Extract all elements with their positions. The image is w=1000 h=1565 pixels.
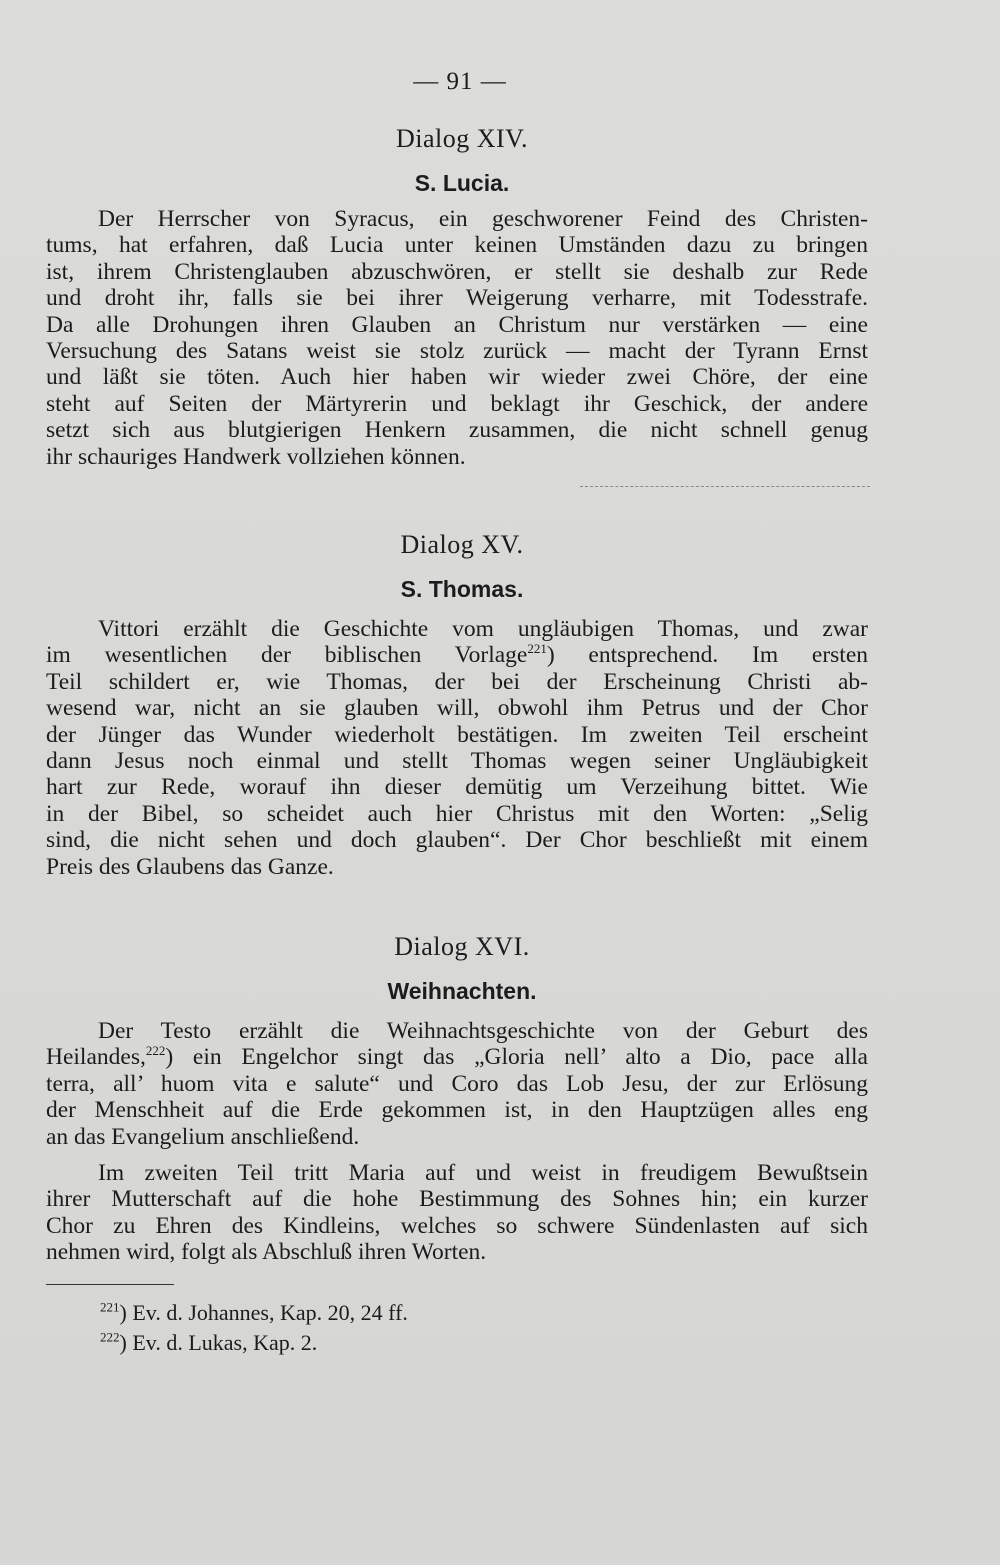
- text-line: Im zweiten Teil tritt Maria auf und weist in freudigem Bewußtsein: [98, 1160, 868, 1186]
- section-subtitle: Weihnachten.: [387, 978, 537, 1004]
- footnote: [100, 1330, 317, 1356]
- text-fragment: im wesentlichen der biblischen Vorlage: [46, 642, 528, 669]
- paragraph: [46, 1018, 868, 1150]
- text-line: Der Herrscher von Syracus, ein geschworener Feind des Christen-: [98, 206, 868, 232]
- text-line: wesend war, nicht an sie glauben will, obwohl ihm Petrus und der Chor: [46, 695, 868, 722]
- text-line: Chor zu Ehren des Kindleins, welches so schwere Sündenlasten auf sich: [46, 1212, 868, 1239]
- section-subtitle: S. Lucia.: [414, 170, 510, 196]
- text-line: terra, all’ huom vita e salute“ und Coro das Lob Jesu, der zur Erlösung: [46, 1070, 868, 1097]
- text-line: hart zur Rede, worauf ihn dieser demütig um Verzeihung bittet. Wie: [46, 774, 868, 801]
- paragraph: [46, 1160, 868, 1266]
- section-heading: Dialog XV.: [400, 530, 524, 559]
- text-line: Da alle Drohungen ihren Glauben an Christum nur verstärken — eine: [46, 311, 868, 338]
- separator-line: [580, 486, 870, 487]
- text-line: steht auf Seiten der Märtyrerin und beklagt ihr Geschick, der andere: [46, 390, 868, 417]
- text-line: und läßt sie töten. Auch hier haben wir wieder zwei Chöre, der eine: [46, 364, 868, 391]
- paragraph: [46, 206, 868, 470]
- footnote-ref: 221: [527, 641, 547, 657]
- footnote: [100, 1300, 408, 1326]
- section-heading: Dialog XIV.: [395, 124, 529, 153]
- text-fragment: ) ein Engelchor singt das „Gloria nell’ alto a Dio, pace alla: [165, 1044, 868, 1071]
- text-fragment: Heilandes,: [46, 1044, 146, 1071]
- text-line: ihrer Mutterschaft auf die hohe Bestimmung des Sohnes hin; ein kurzer: [46, 1186, 868, 1213]
- text-line: setzt sich aus blutgierigen Henkern zusammen, die nicht schnell genug: [46, 417, 868, 444]
- text-line: Vittori erzählt die Geschichte vom ungläubigen Thomas, und zwar: [98, 616, 868, 642]
- text-line: ihr schauriges Handwerk vollziehen können.: [46, 443, 466, 470]
- text-line: [46, 1044, 868, 1070]
- text-line: tums, hat erfahren, daß Lucia unter keinen Umständen dazu zu bringen: [46, 232, 868, 259]
- text-line: der Menschheit auf die Erde gekommen ist, in den Hauptzügen alles eng: [46, 1097, 868, 1124]
- page-number: — 91 —: [413, 68, 507, 95]
- text-line: dann Jesus noch einmal und stellt Thomas wegen seiner Ungläubigkeit: [46, 748, 868, 775]
- text-line: Der Testo erzählt die Weihnachtsgeschichte von der Geburt des: [98, 1018, 868, 1044]
- text-line: der Jünger das Wunder wiederholt bestätigen. Im zweiten Teil erscheint: [46, 721, 868, 748]
- text-line: Teil schildert er, wie Thomas, der bei der Erscheinung Christi ab-: [46, 668, 868, 695]
- text-line: [46, 642, 868, 668]
- section-subtitle: S. Thomas.: [400, 576, 524, 602]
- footnote-number: 221: [100, 1299, 120, 1315]
- footnote-number: 222: [100, 1329, 120, 1345]
- text-fragment: ) entsprechend. Im ersten: [546, 642, 868, 669]
- section-heading: Dialog XVI.: [394, 932, 530, 961]
- text-line: in der Bibel, so scheidet auch hier Christus mit den Worten: „Selig: [46, 800, 868, 827]
- text-line: Preis des Glaubens das Ganze.: [46, 853, 334, 880]
- text-line: Versuchung des Satans weist sie stolz zurück — macht der Tyrann Ernst: [46, 338, 868, 365]
- footnote-rule: [46, 1284, 174, 1285]
- text-line: ist, ihrem Christenglauben abzuschwören, er stellt sie deshalb zur Rede: [46, 258, 868, 285]
- footnote-text: ) Ev. d. Lukas, Kap. 2.: [119, 1330, 318, 1355]
- footnote-ref: 222: [145, 1043, 166, 1059]
- text-line: und droht ihr, falls sie bei ihrer Weigerung verharre, mit Todesstrafe.: [46, 285, 868, 312]
- text-line: sind, die nicht sehen und doch glauben“. Der Chor beschließt mit einem: [46, 827, 868, 854]
- text-line: an das Evangelium anschließend.: [46, 1123, 360, 1150]
- text-line: nehmen wird, folgt als Abschluß ihren Worten.: [46, 1239, 487, 1266]
- paragraph: [46, 616, 868, 880]
- footnote-text: ) Ev. d. Johannes, Kap. 20, 24 ff.: [119, 1300, 408, 1325]
